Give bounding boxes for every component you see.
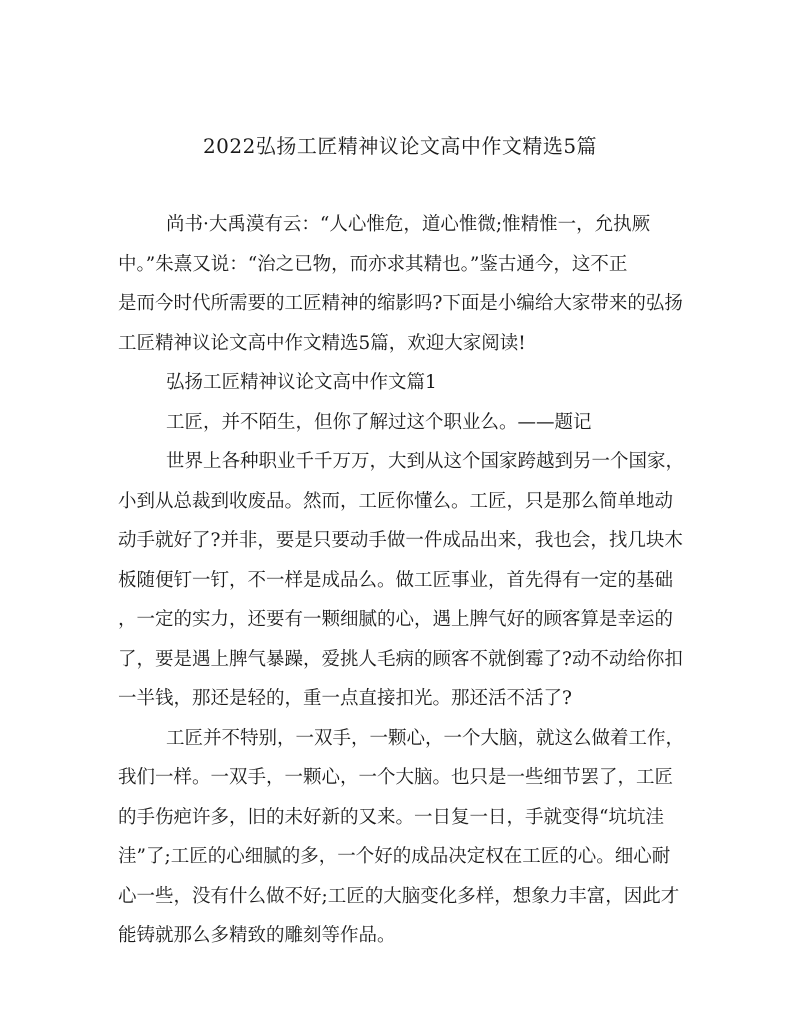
paragraph-line: ，一定的实力，还要有一颗细腻的心，遇上脾气好的顾客算是幸运的 xyxy=(118,609,674,630)
document-body xyxy=(118,205,708,956)
paragraph-line: 世界上各种职业千千万万，大到从这个国家跨越到另一个国家， xyxy=(166,451,685,472)
paragraph-line: 的手伤疤许多，旧的未好新的又来。一日复一日，手就变得“坑坑洼 xyxy=(118,806,664,828)
paragraph-line: 动手就好了?并非，要是只要动手做一件成品出来，我也会，找几块木 xyxy=(118,530,683,551)
paragraph-line: 工匠精神议论文高中作文精选5篇，欢迎大家阅读! xyxy=(118,332,526,354)
paragraph-line: 我们一样。一双手，一颗心，一个大脑。也只是一些细节罢了，工匠 xyxy=(118,767,674,788)
paragraph-line: 工匠，并不陌生，但你了解过这个职业么。——题记 xyxy=(166,411,592,433)
paragraph-line: 能铸就那么多精致的雕刻等作品。 xyxy=(118,925,396,946)
paragraph-line: 一半钱，那还是轻的，重一点直接扣光。那还活不活了? xyxy=(118,688,572,709)
paragraph-line: 小到从总裁到收废品。然而，工匠你懂么。工匠，只是那么简单地动 xyxy=(118,490,674,512)
document-title: 2022弘扬工匠精神议论文高中作文精选5篇 xyxy=(202,134,598,158)
paragraph-line: 洼”了;工匠的心细腻的多，一个好的成品决定权在工匠的心。细心耐 xyxy=(118,846,671,867)
paragraph-line: 工匠并不特别，一双手，一颗心，一个大脑，就这么做着工作， xyxy=(166,727,685,749)
paragraph-line: 是而今时代所需要的工匠精神的缩影吗?下面是小编给大家带来的弘扬 xyxy=(118,293,683,314)
paragraph-line: 了，要是遇上脾气暴躁，爱挑人毛病的顾客不就倒霉了?动不动给你扣 xyxy=(118,648,683,670)
section-heading: 弘扬工匠精神议论文高中作文篇1 xyxy=(166,372,437,393)
paragraph-line: 尚书·大禹漠有云：“人心惟危，道心惟微;惟精惟一，允执厥 xyxy=(166,214,651,235)
paragraph-line: 心一些，没有什么做不好;工匠的大脑变化多样，想象力丰富，因此才 xyxy=(118,885,680,907)
paragraph-line: 中。”朱熹又说：“治之已物，而亦求其精也。”鉴古通今，这不正 xyxy=(118,253,628,275)
paragraph-line: 板随便钉一钉，不一样是成品么。做工匠事业，首先得有一定的基础 xyxy=(118,569,674,591)
